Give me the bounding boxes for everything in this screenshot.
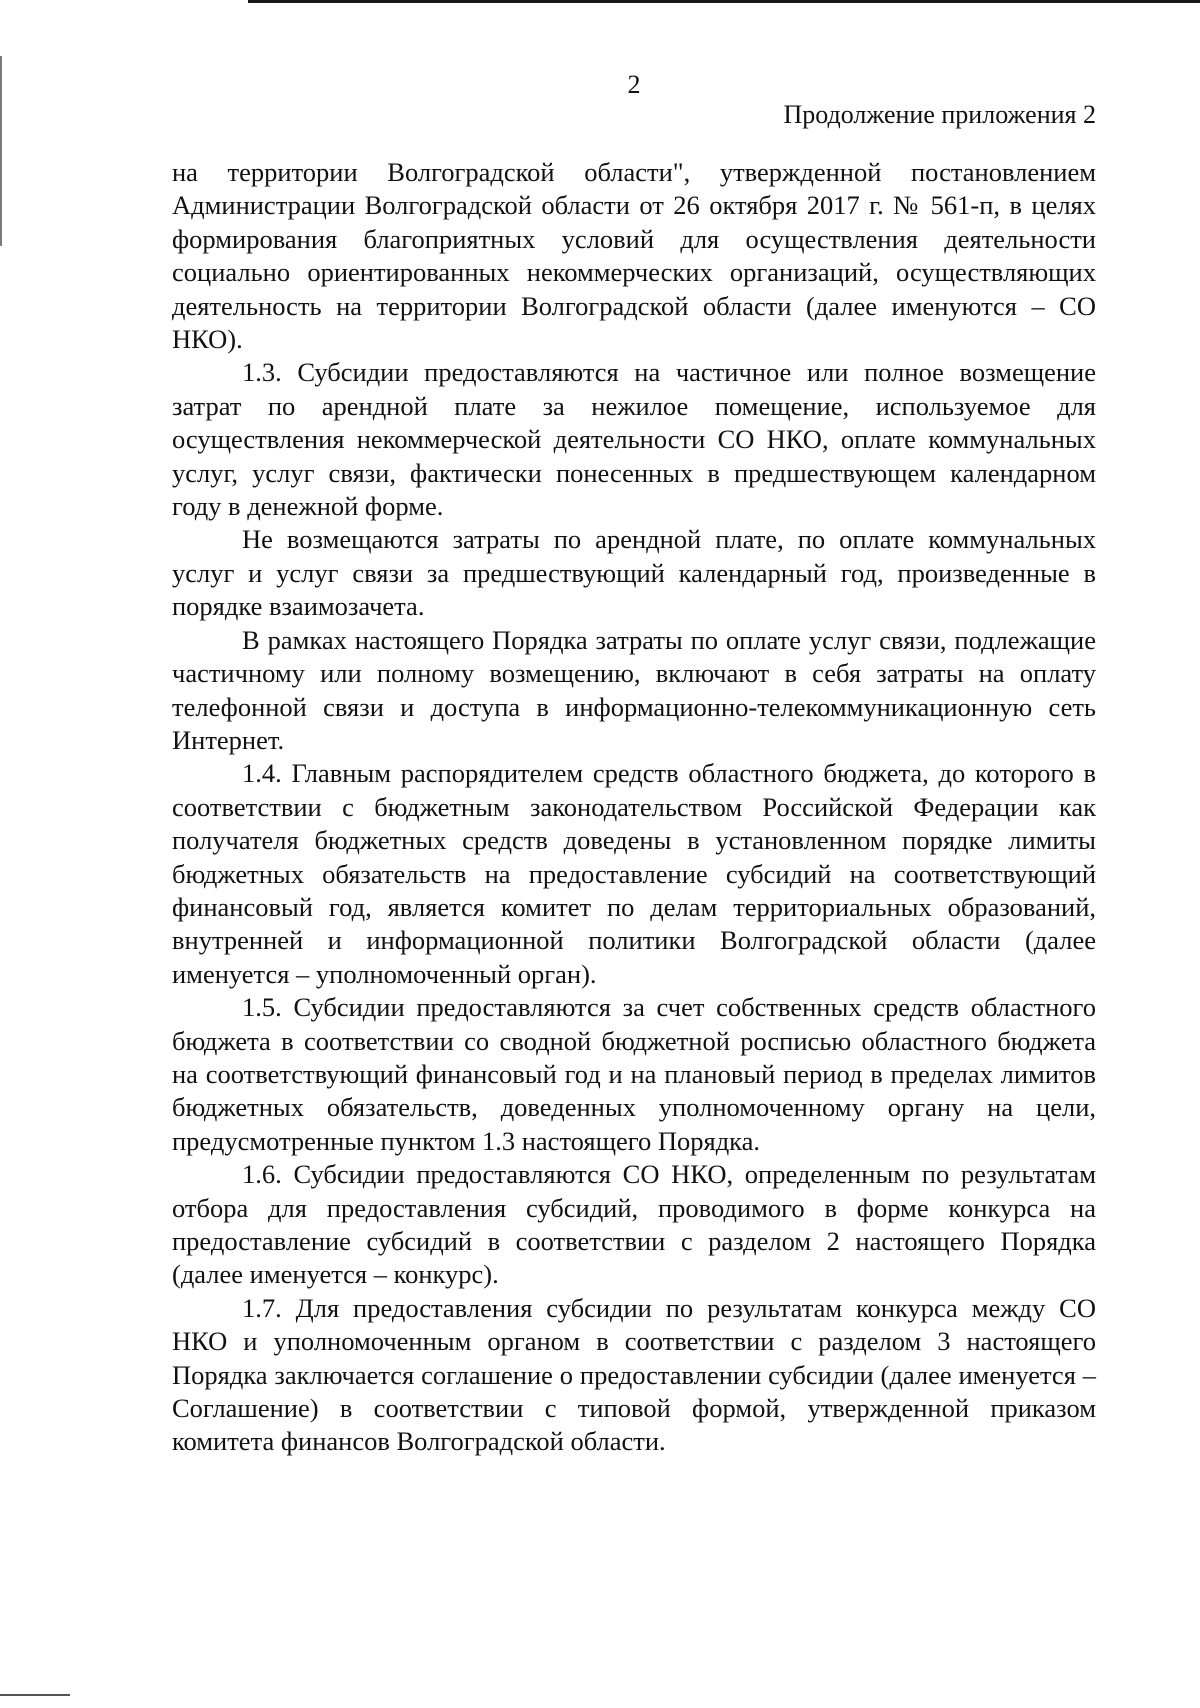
paragraph-1-3: 1.3. Субсидии предоставляются на частичное или полное возмещение затрат по арендной плате за нежилое помещение, используемое для осуществления некоммерческой деятельности СО НКО, оплате коммунальных услуг, услуг связи, фактически понесенных в предшествующем календарном году в денежной форме. bbox=[172, 357, 1096, 522]
running-head: Продолжение приложения 2 bbox=[783, 100, 1096, 129]
paragraph-1-3-communication-costs: В рамках настоящего Порядка затраты по оплате услуг связи, подлежащие частичному или полному возмещению, включают в себя затраты на оплату телефонной связи и доступа в информационно-телекоммуникационную сеть Интернет. bbox=[172, 624, 1096, 755]
paragraph-1-5: 1.5. Субсидии предоставляются за счет собственных средств областного бюджета в соответствии со сводной бюджетной росписью областного бюджета на соответствующий финансовый год и на плановый период в пределах лимитов бюджетных обязательств, доведенных уполномоченному органу на цели, предусмотренные пунктом 1.3 настоящего Порядка. bbox=[172, 992, 1096, 1156]
page-number: 2 bbox=[627, 70, 641, 99]
paragraph-continuation: на территории Волгоградской области", утвержденной постановлением Администрации Волгоградской области от 26 октября 2017 г. № 561-п, в целях формирования благоприятных условий для осуществления деятельности социально ориентированных некоммерческих организаций, осуществляющих деятельность на территории Волгоградской области (далее именуются – СО НКО). bbox=[172, 157, 1096, 355]
paragraph-1-4: 1.4. Главным распорядителем средств областного бюджета, до которого в соответствии с бюджетным законодательством Российской Федерации как получателя бюджетных средств доведены в установленном порядке лимиты бюджетных обязательств на предоставление субсидий на соответствующий финансовый год, является комитет по делам территориальных образований, внутренней и информационной политики Волгоградской области (далее именуется – уполномоченный орган). bbox=[172, 758, 1096, 989]
paragraph-1-7: 1.7. Для предоставления субсидии по результатам конкурса между СО НКО и уполномоченным органом в соответствии с разделом 3 настоящего Порядка заключается соглашение о предоставлении субсидии (далее именуется – Соглашение) в соответствии с типовой формой, утвержденной приказом комитета финансов Волгоградской области. bbox=[172, 1292, 1096, 1457]
paragraph-1-6: 1.6. Субсидии предоставляются СО НКО, определенным по результатам отбора для предоставления субсидий, проводимого в форме конкурса на предоставление субсидий в соответствии с разделом 2 настоящего Порядка (далее именуется – конкурс). bbox=[172, 1159, 1096, 1290]
document-body bbox=[172, 156, 1096, 1459]
top-scan-rule bbox=[248, 0, 1200, 3]
bottom-scan-mark bbox=[0, 1694, 70, 1696]
paragraph-1-3-exclusion: Не возмещаются затраты по арендной плате, по оплате коммунальных услуг и услуг связи за предшествующий календарный год, произведенные в порядке взаимозачета. bbox=[172, 524, 1096, 622]
